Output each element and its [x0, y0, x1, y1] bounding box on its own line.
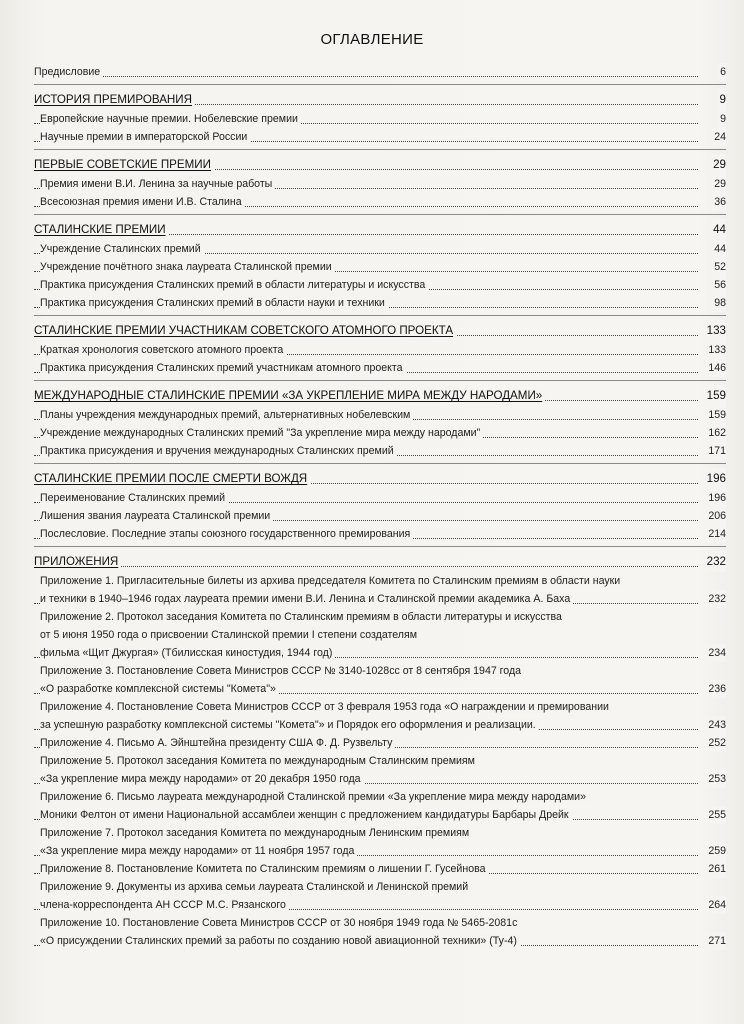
toc-entry-title: и техники в 1940–1946 годах лауреата премии имени В.И. Ленина и Сталинской премии академика А. Баха — [40, 593, 573, 605]
toc-section-heading[interactable] — [34, 551, 726, 572]
toc-page-number: 232 — [705, 590, 726, 608]
toc-entry-title: Приложение 8. Постановление Комитета по Сталинским премиям о лишении Г. Гусейнова — [40, 863, 488, 875]
toc-subentry[interactable] — [34, 294, 726, 312]
toc-page-number: 259 — [705, 842, 726, 860]
toc-entry-title: члена-корреспондента АН СССР М.С. Рязанского — [40, 899, 289, 911]
toc-page-number: 271 — [705, 932, 726, 950]
toc-appendix-line[interactable] — [34, 680, 726, 698]
section-divider — [34, 146, 726, 154]
toc-entry[interactable] — [34, 63, 726, 81]
toc-entry-title: Приложение 4. Письмо А. Эйнштейна президенту США Ф. Д. Рузвельту — [40, 737, 395, 749]
toc-entry-title: Европейские научные премии. Нобелевские премии — [40, 113, 301, 125]
toc-subentry[interactable] — [34, 128, 726, 146]
toc-subentry[interactable] — [34, 489, 726, 507]
toc-page-number: 162 — [705, 424, 726, 442]
toc-page-number: 9 — [717, 110, 726, 128]
toc-entry-title: Краткая хронология советского атомного проекта — [40, 344, 286, 356]
toc-page-number: 234 — [705, 644, 726, 662]
toc-entry-title: Премия имени В.И. Ленина за научные работы — [40, 178, 275, 190]
toc-entry-title: «О присуждении Сталинских премий за работы по созданию новой авиационной техники» (Ту-4) — [40, 935, 520, 947]
toc-page-number: 29 — [711, 175, 726, 193]
toc-entry-title: «За укрепление мира между народами» от 11 ноября 1957 года — [40, 845, 357, 857]
toc-entry-title: Приложение 6. Письмо лауреата международной Сталинской премии «За укрепление мира между народами» — [40, 791, 589, 803]
toc-entry-title: СТАЛИНСКИЕ ПРЕМИИ ПОСЛЕ СМЕРТИ ВОЖДЯ — [34, 472, 310, 485]
toc-entry-title: за успешную разработку комплексной системы "Комета"» и Порядок его оформления и реализации. — [40, 719, 539, 731]
toc-entry-title: Приложение 2. Протокол заседания Комитета по Сталинским премиям в области литературы и искусства — [40, 611, 565, 623]
toc-appendix-line[interactable] — [34, 590, 726, 608]
toc-appendix-line[interactable] — [34, 608, 726, 626]
section-divider — [34, 460, 726, 468]
toc-entry-title: СТАЛИНСКИЕ ПРЕМИИ УЧАСТНИКАМ СОВЕТСКОГО АТОМНОГО ПРОЕКТА — [34, 324, 456, 337]
toc-page-number: 252 — [705, 734, 726, 752]
dot-leader — [34, 566, 698, 567]
toc-entry-title: Приложение 1. Пригласительные билеты из архива председателя Комитета по Сталинским премиям в области науки — [40, 575, 623, 587]
toc-appendix-line[interactable] — [34, 932, 726, 950]
toc-subentry[interactable] — [34, 175, 726, 193]
toc-entry-title: Учреждение международных Сталинских премий "За укрепление мира между народами" — [40, 427, 483, 439]
toc-page-number: 261 — [705, 860, 726, 878]
toc-entry-title: от 5 июня 1950 года о присвоении Сталинской премии I степени создателям — [40, 629, 420, 641]
toc-appendix-line[interactable] — [34, 716, 726, 734]
toc-entry-title: Приложение 4. Постановление Совета Министров СССР от 3 февраля 1953 года «О награждении и премировании — [40, 701, 612, 713]
toc-page-number: 206 — [705, 507, 726, 525]
toc-page-number: 253 — [705, 770, 726, 788]
toc-page-number: 243 — [705, 716, 726, 734]
toc-appendix-line[interactable] — [34, 698, 726, 716]
toc-page-number: 255 — [705, 806, 726, 824]
toc-entry-title: Приложение 10. Постановление Совета Министров СССР от 30 ноября 1949 года № 5465-2081с — [40, 917, 520, 929]
toc-entry-title: Приложение 9. Документы из архива семьи лауреата Сталинской и Ленинской премий — [40, 881, 471, 893]
toc-entry-title: Приложение 7. Протокол заседания Комитета по международным Ленинским премиям — [40, 827, 472, 839]
toc-entry-title: Практика присуждения и вручения международных Сталинских премий — [40, 445, 397, 457]
toc-entry-title: Учреждение Сталинских премий — [40, 243, 204, 255]
section-divider — [34, 81, 726, 89]
toc-appendix-line[interactable] — [34, 734, 726, 752]
toc-page-number: 214 — [705, 525, 726, 543]
toc-subentry[interactable] — [34, 359, 726, 377]
toc-appendix-line[interactable] — [34, 770, 726, 788]
toc-page-number: 56 — [711, 276, 726, 294]
toc-entry-title: ИСТОРИЯ ПРЕМИРОВАНИЯ — [34, 93, 195, 106]
toc-entry-title: Практика присуждения Сталинских премий участникам атомного проекта — [40, 362, 406, 374]
table-of-contents — [34, 63, 726, 950]
toc-appendix-line[interactable] — [34, 914, 726, 932]
toc-entry-title: МЕЖДУНАРОДНЫЕ СТАЛИНСКИЕ ПРЕМИИ «ЗА УКРЕПЛЕНИЕ МИРА МЕЖДУ НАРОДАМИ» — [34, 389, 545, 402]
toc-page-number: 146 — [705, 359, 726, 377]
toc-section-heading[interactable] — [34, 320, 726, 341]
toc-appendix-line[interactable] — [34, 626, 726, 644]
section-divider — [34, 543, 726, 551]
toc-page-number: 236 — [705, 680, 726, 698]
toc-page-number: 196 — [705, 489, 726, 507]
toc-entry-title: СТАЛИНСКИЕ ПРЕМИИ — [34, 223, 169, 236]
toc-page-number: 232 — [704, 551, 726, 572]
toc-appendix-line[interactable] — [34, 860, 726, 878]
toc-page-number: 6 — [717, 63, 726, 81]
toc-entry-title: ПЕРВЫЕ СОВЕТСКИЕ ПРЕМИИ — [34, 158, 214, 171]
toc-subentry[interactable] — [34, 507, 726, 525]
toc-entry-title: Приложение 3. Постановление Совета Министров СССР № 3140-1028сс от 8 сентября 1947 года — [40, 665, 524, 677]
toc-entry-title: Учреждение почётного знака лауреата Сталинской премии — [40, 261, 335, 273]
toc-appendix-line[interactable] — [34, 824, 726, 842]
toc-subentry[interactable] — [34, 276, 726, 294]
section-divider — [34, 377, 726, 385]
toc-subentry[interactable] — [34, 424, 726, 442]
toc-page-number: 133 — [704, 320, 726, 341]
toc-entry-title: «О разработке комплексной системы "Комета"» — [40, 683, 279, 695]
dot-leader — [34, 76, 698, 77]
toc-page-number: 36 — [711, 193, 726, 211]
toc-appendix-line[interactable] — [34, 572, 726, 590]
toc-page-number: 24 — [711, 128, 726, 146]
toc-subentry[interactable] — [34, 406, 726, 424]
toc-page-number: 44 — [711, 240, 726, 258]
toc-appendix-line[interactable] — [34, 662, 726, 680]
toc-subentry[interactable] — [34, 240, 726, 258]
toc-page-number: 264 — [705, 896, 726, 914]
toc-page-number: 159 — [705, 406, 726, 424]
toc-section-heading[interactable] — [34, 385, 726, 406]
toc-subentry[interactable] — [34, 258, 726, 276]
toc-page-number: 9 — [717, 89, 726, 110]
toc-page-number: 159 — [704, 385, 726, 406]
toc-subentry[interactable] — [34, 341, 726, 359]
toc-subentry[interactable] — [34, 193, 726, 211]
toc-entry-title: Послесловие. Последние этапы союзного государственного премирования — [40, 528, 413, 540]
toc-entry-title: ПРИЛОЖЕНИЯ — [34, 555, 121, 568]
toc-appendix-line[interactable] — [34, 644, 726, 662]
toc-entry-title: фильма «Щит Джургая» (Тбилисская киностудия, 1944 год) — [40, 647, 335, 659]
section-divider — [34, 211, 726, 219]
toc-subentry[interactable] — [34, 525, 726, 543]
toc-entry-title: «За укрепление мира между народами» от 20 декабря 1950 года — [40, 773, 364, 785]
toc-section-heading[interactable] — [34, 89, 726, 110]
toc-subentry[interactable] — [34, 442, 726, 460]
toc-appendix-line[interactable] — [34, 752, 726, 770]
toc-entry-title: Моники Фелтон от имени Национальной ассамблеи женщин с предложением кандидатуры Барбары Дрейк — [40, 809, 572, 821]
toc-appendix-line[interactable] — [34, 842, 726, 860]
toc-section-heading[interactable] — [34, 468, 726, 489]
toc-entry-title: Лишения звания лауреата Сталинской премии — [40, 510, 273, 522]
toc-appendix-line[interactable] — [34, 896, 726, 914]
toc-page-number: 196 — [704, 468, 726, 489]
toc-entry-title: Практика присуждения Сталинских премий в области науки и техники — [40, 297, 388, 309]
toc-appendix-line[interactable] — [34, 806, 726, 824]
toc-page-number: 171 — [705, 442, 726, 460]
toc-entry-title: Предисловие — [34, 66, 103, 78]
toc-entry-title: Переименование Сталинских премий — [40, 492, 228, 504]
toc-page-number: 29 — [710, 154, 726, 175]
toc-subentry[interactable] — [34, 110, 726, 128]
section-divider — [34, 312, 726, 320]
toc-appendix-line[interactable] — [34, 788, 726, 806]
toc-section-heading[interactable] — [34, 154, 726, 175]
toc-entry-title: Приложение 5. Протокол заседания Комитета по международным Сталинским премиям — [40, 755, 478, 767]
toc-page-number: 98 — [711, 294, 726, 312]
toc-section-heading[interactable] — [34, 219, 726, 240]
toc-entry-title: Планы учреждения международных премий, альтернативных нобелевским — [40, 409, 413, 421]
page-title: ОГЛАВЛЕНИЕ — [320, 31, 424, 48]
toc-page-number: 44 — [710, 219, 726, 240]
toc-page-number: 133 — [705, 341, 726, 359]
toc-entry-title: Научные премии в императорской России — [40, 131, 250, 143]
toc-appendix-line[interactable] — [34, 878, 726, 896]
toc-entry-title: Практика присуждения Сталинских премий в области литературы и искусства — [40, 279, 428, 291]
toc-page-number: 52 — [711, 258, 726, 276]
toc-entry-title: Всесоюзная премия имени И.В. Сталина — [40, 196, 245, 208]
